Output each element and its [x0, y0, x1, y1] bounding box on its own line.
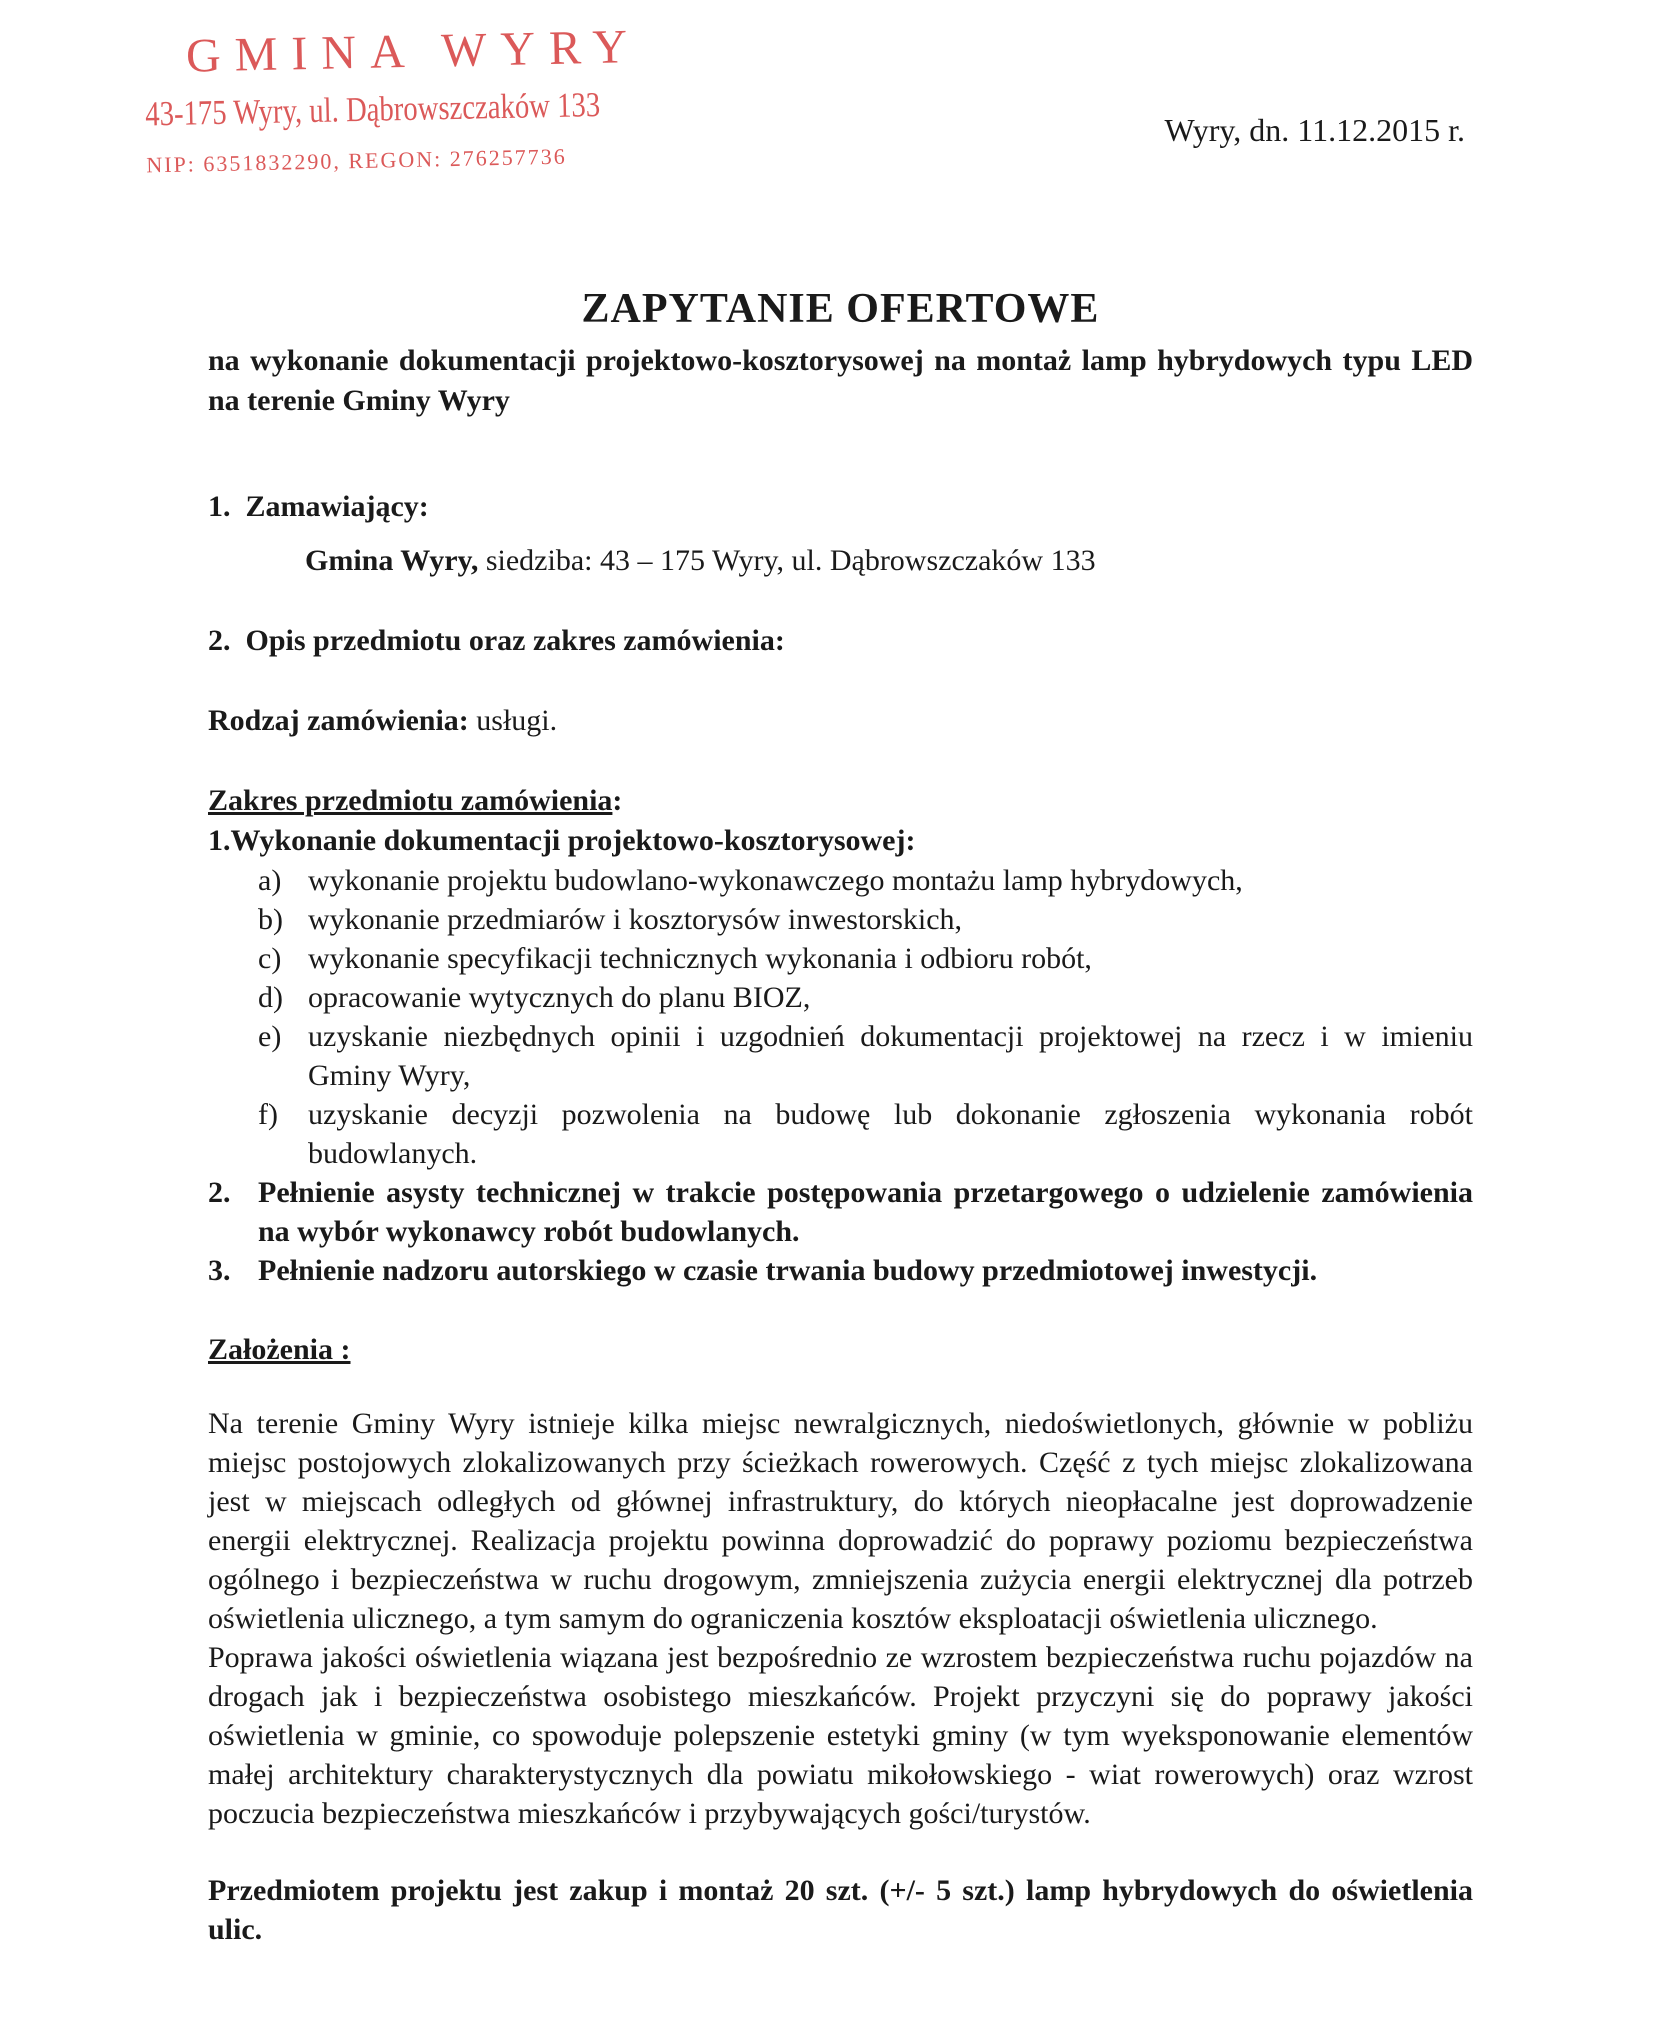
section2-heading: Opis przedmiotu oraz zakres zamówienia: [245, 624, 785, 657]
document-body [208, 285, 1473, 1949]
scope-heading: Zakres przedmiotu zamówienia [208, 784, 613, 817]
section1-number: 1. [208, 490, 231, 523]
ordering-party-name: Gmina Wyry, [305, 544, 479, 577]
stamp-address: 43-175 Wyry, ul. Dąbrowszczaków 133 [144, 84, 601, 134]
section2-number: 2. [208, 624, 231, 657]
assumptions-paragraph-2: Poprawa jakości oświetlenia wiązana jest bezpośrednio ze wzrostem bezpieczeństwa ruchu pojazdów na drogach jak i bezpieczeństwa osobistego mieszkańców. Projekt przyczyni się do poprawy jakości oświetlenia w gminie, co spowoduje polepszenie estetyki gminy (w tym wyeksponowanie elementów małej architektury charakterystycznych dla powiatu mikołowskiego - wiat rowerowych) oraz wzrost poczucia bezpieczeństwa mieszkańców i przybywających gości/turystów. [208, 1641, 1473, 1830]
assumptions-paragraph-1: Na terenie Gminy Wyry istnieje kilka miejsc newralgicznych, niedoświetlonych, głównie w pobliżu miejsc postojowych zlokalizowanych przy ścieżkach rowerowych. Część z tych miejsc zlokalizowana jest w miejscach odległych od głównej infrastruktury, do których nieopłacalne jest doprowadzenie energii elektrycznej. Realizacja projektu powinna doprowadzić do poprawy poziomu bezpieczeństwa ogólnego i bezpieczeństwa w ruchu drogowym, zmniejszenia zużycia energii elektrycznej dla potrzeb oświetlenia ulicznego, a tym samym do ograniczenia kosztów eksploatacji oświetlenia ulicznego. [208, 1407, 1473, 1635]
list-item: d) opracowanie wytycznych do planu BIOZ, [258, 981, 811, 1014]
municipal-stamp [143, 17, 666, 182]
scope-item1-title: 1.Wykonanie dokumentacji projektowo-kosztorysowej: [208, 824, 916, 857]
list-item: 2. Pełnienie asysty technicznej w trakcie postępowania przetargowego o udzielenie zamówienia na wybór wykonawcy robót budowlanych. [208, 1176, 1473, 1248]
list-item: f) uzyskanie decyzji pozwolenia na budowę lub dokonanie zgłoszenia wykonania robót budowlanych. [258, 1098, 1473, 1170]
list-item: a) wykonanie projektu budowlano-wykonawczego montażu lamp hybrydowych, [258, 864, 1243, 897]
scope-section [208, 781, 1473, 1290]
stamp-name: GMINA WYRY [185, 20, 642, 83]
list-item: b) wykonanie przedmiarów i kosztorysów inwestorskich, [258, 903, 963, 936]
order-type-value: usługi. [468, 704, 558, 737]
stamp-tax-ids: NIP: 6351832290, REGON: 276257736 [146, 143, 567, 178]
ordering-party-address: siedziba: 43 – 175 Wyry, ul. Dąbrowszczaków 133 [478, 544, 1096, 577]
order-type-label: Rodzaj zamówienia: [208, 704, 469, 737]
assumptions-heading: Założenia : [208, 1333, 351, 1366]
order-type [208, 701, 1473, 741]
document-title: ZAPYTANIE OFERTOWE [581, 286, 1100, 332]
list-item: c) wykonanie specyfikacji technicznych wykonania i odbioru robót, [258, 942, 1092, 975]
section1-heading: Zamawiający: [245, 490, 429, 523]
scope-items [208, 1173, 1473, 1290]
document-subtitle: na wykonanie dokumentacji projektowo-kosztorysowej na montaż lamp hybrydowych typu LED na terenie Gminy Wyry [208, 344, 1473, 417]
project-subject-statement: Przedmiotem projektu jest zakup i montaż 20 szt. (+/- 5 szt.) lamp hybrydowych do oświetlenia ulic. [208, 1874, 1473, 1946]
section-ordering-party [208, 487, 1473, 581]
list-item: e) uzyskanie niezbędnych opinii i uzgodnień dokumentacji projektowej na rzecz i w imieniu Gminy Wyry, [258, 1020, 1473, 1092]
section-description [208, 621, 1473, 661]
scope-subitems [258, 861, 1473, 1173]
document-date: Wyry, dn. 11.12.2015 r. [1164, 112, 1465, 148]
scope-heading-colon: : [612, 784, 623, 817]
list-item: 3. Pełnienie nadzoru autorskiego w czasie trwania budowy przedmiotowej inwestycji. [208, 1254, 1318, 1287]
